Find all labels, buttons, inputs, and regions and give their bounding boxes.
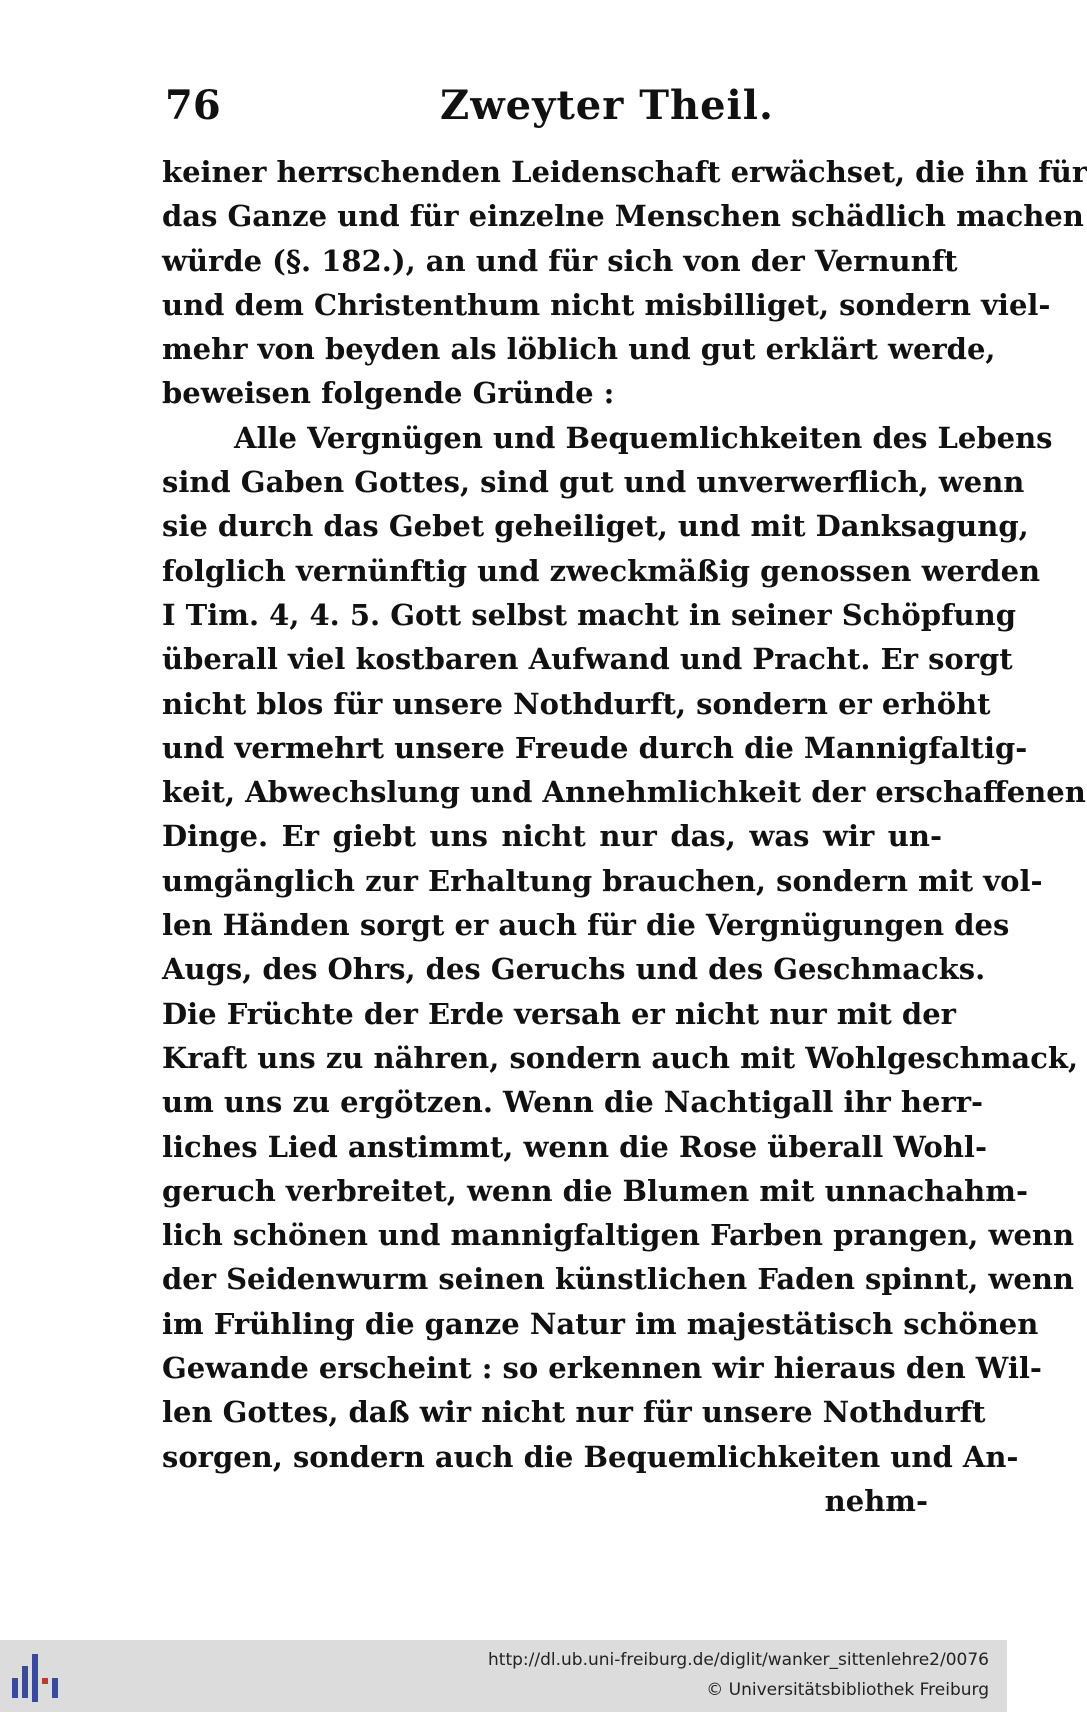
text-line: und dem Christenthum nicht misbilliget, sondern viel-	[162, 287, 1051, 322]
viewer-footer	[0, 1640, 1007, 1712]
text-line: Die Früchte der Erde versah er nicht nur mit der	[162, 996, 956, 1031]
page-number: 76	[165, 82, 221, 129]
text-line: keiner herrschenden Leidenschaft erwächset, die ihn für	[162, 155, 1087, 189]
text-line: keit, Abwechslung und Annehmlichkeit der erschaffenen	[162, 775, 1086, 810]
text-line: Dinge. Er giebt uns nicht nur das, was wir un-	[162, 819, 942, 854]
text-line: I Tim. 4, 4. 5. Gott selbst macht in seiner Schöpfung	[162, 597, 1016, 632]
text-line: um uns zu ergötzen. Wenn die Nachtigall ihr herr-	[162, 1085, 984, 1120]
text-line: mehr von beyden als löblich und gut erklärt werde,	[162, 332, 996, 367]
text-line: folglich vernünftig und zweckmäßig genossen werden	[162, 553, 1041, 588]
text-line: sorgen, sondern auch die Bequemlichkeiten und An-	[162, 1439, 1019, 1474]
body-text	[162, 150, 1087, 1523]
text-line: und vermehrt unsere Freude durch die Mannigfaltig-	[162, 730, 1028, 765]
text-line: Kraft uns zu nähren, sondern auch mit Wohlgeschmack,	[162, 1040, 1079, 1075]
text-line: lich schönen und mannigfaltigen Farben prangen, wenn	[162, 1218, 1075, 1253]
text-line: im Frühling die ganze Natur im majestätisch schönen	[162, 1306, 1039, 1341]
text-line: überall viel kostbaren Aufwand und Pracht. Er sorgt	[162, 642, 1013, 677]
footer-url-link[interactable]: http://dl.ub.uni-freiburg.de/diglit/wanker_sittenlehre2/0076	[488, 1650, 989, 1670]
text-line: sind Gaben Gottes, sind gut und unverwerflich, wenn	[162, 465, 1025, 500]
text-line: Augs, des Ohrs, des Geruchs und des Geschmacks.	[162, 952, 986, 987]
running-title: Zweyter Theil.	[440, 82, 774, 129]
text-line: der Seidenwurm seinen künstlichen Faden spinnt, wenn	[162, 1262, 1074, 1297]
text-line: len Gottes, daß wir nicht nur für unsere Nothdurft	[162, 1395, 986, 1430]
text-line: sie durch das Gebet geheiliget, und mit Danksagung,	[162, 509, 1029, 544]
text-line: Gewande erscheint : so erkennen wir hieraus den Wil-	[162, 1351, 1042, 1386]
text-line: das Ganze und für einzelne Menschen schädlich machen	[162, 199, 1084, 234]
library-logo-icon	[12, 1652, 62, 1704]
footer-copyright: © Universitätsbibliothek Freiburg	[706, 1680, 989, 1700]
page-header	[165, 82, 945, 138]
text-line: nicht blos für unsere Nothdurft, sondern er erhöht	[162, 686, 991, 721]
catchword: nehm-	[824, 1483, 928, 1518]
text-line: würde (§. 182.), an und für sich von der Vernunft	[162, 243, 958, 278]
text-line: beweisen folgende Gründe :	[162, 376, 615, 411]
text-line: geruch verbreitet, wenn die Blumen mit unnachahm-	[162, 1173, 1028, 1208]
text-line: umgänglich zur Erhaltung brauchen, sondern mit vol-	[162, 863, 1043, 898]
text-line: Alle Vergnügen und Bequemlichkeiten des Lebens	[234, 420, 1053, 455]
text-line: len Händen sorgt er auch für die Vergnügungen des	[162, 908, 1010, 943]
text-line: liches Lied anstimmt, wenn die Rose überall Wohl-	[162, 1129, 987, 1164]
